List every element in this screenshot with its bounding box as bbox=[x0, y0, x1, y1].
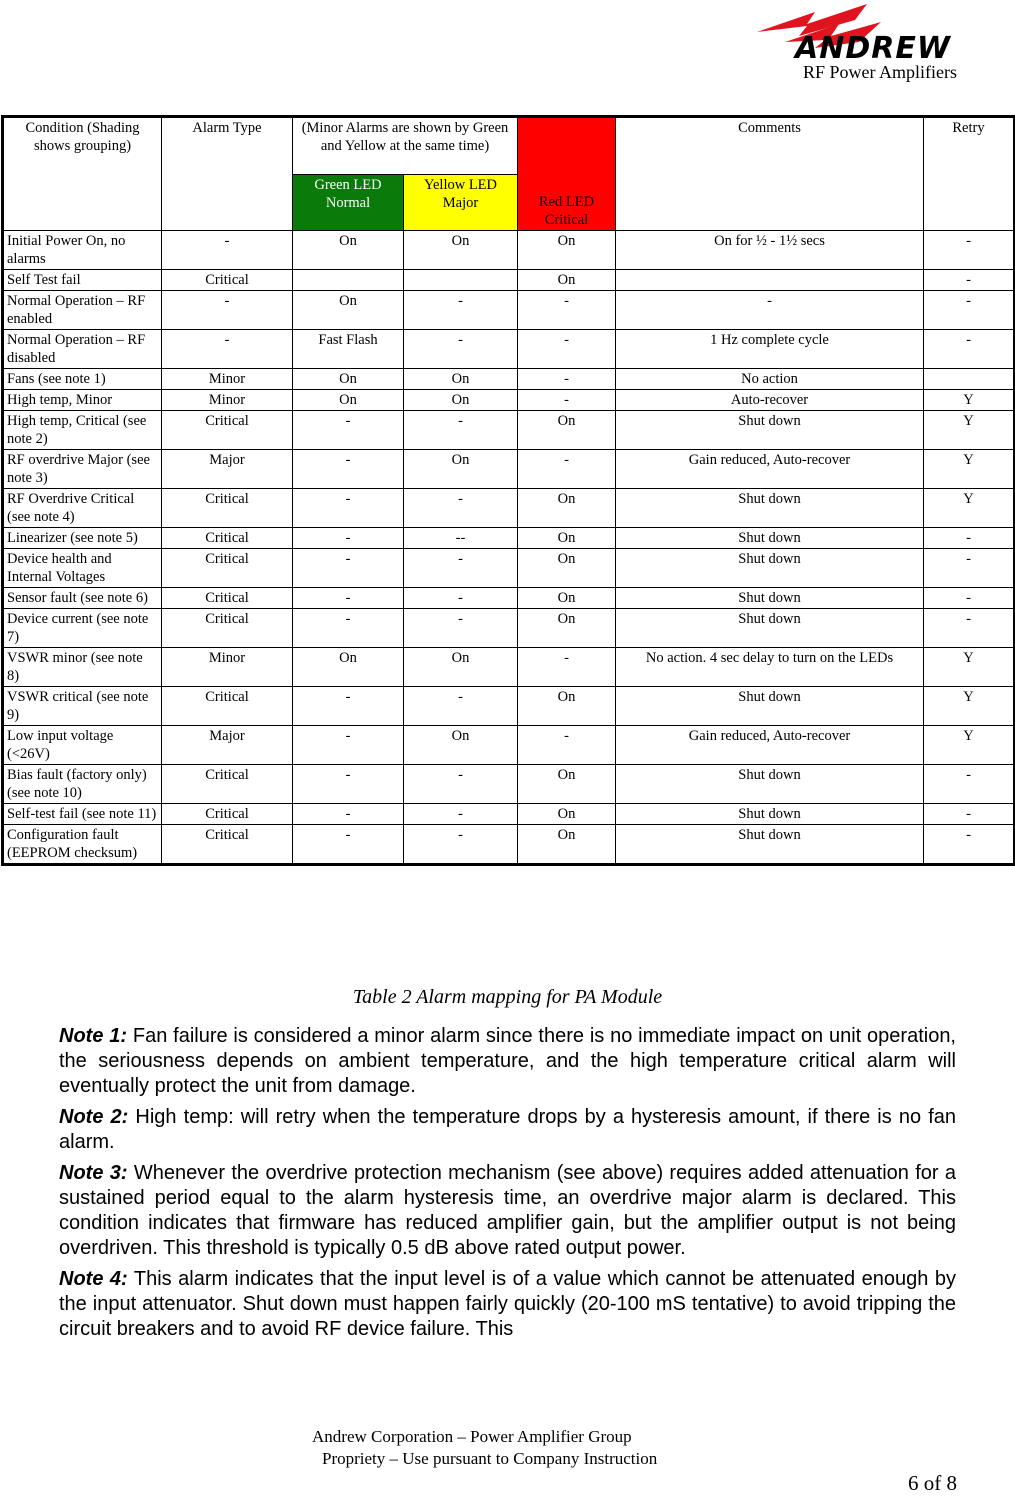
table-cell-condition: Device health and Internal Voltages bbox=[3, 549, 162, 588]
table-cell-green: - bbox=[293, 489, 404, 528]
table-cell-alarm: Critical bbox=[162, 609, 293, 648]
table-row bbox=[3, 291, 1015, 330]
header-condition: Condition (Shading shows grouping) bbox=[3, 117, 162, 231]
table-row bbox=[3, 231, 1015, 270]
table-cell-comments: Shut down bbox=[616, 549, 924, 588]
table-cell-yellow: - bbox=[404, 609, 518, 648]
table-cell-red: - bbox=[518, 369, 616, 390]
table-cell-retry: Y bbox=[924, 411, 1015, 450]
table-cell-condition: Configuration fault (EEPROM checksum) bbox=[3, 825, 162, 865]
table-cell-condition: Normal Operation – RF disabled bbox=[3, 330, 162, 369]
table-cell-red: - bbox=[518, 648, 616, 687]
table-cell-yellow: - bbox=[404, 549, 518, 588]
table-cell-condition: Bias fault (factory only) (see note 10) bbox=[3, 765, 162, 804]
table-cell-alarm: Critical bbox=[162, 804, 293, 825]
table-cell-condition: RF overdrive Major (see note 3) bbox=[3, 450, 162, 489]
table-cell-yellow: On bbox=[404, 231, 518, 270]
table-row bbox=[3, 588, 1015, 609]
table-cell-comments: Shut down bbox=[616, 528, 924, 549]
table-cell-yellow: - bbox=[404, 825, 518, 865]
table-cell-retry: Y bbox=[924, 726, 1015, 765]
table-row bbox=[3, 825, 1015, 865]
table-cell-comments: Gain reduced, Auto-recover bbox=[616, 726, 924, 765]
table-cell-yellow: On bbox=[404, 648, 518, 687]
table-cell-condition: High temp, Critical (see note 2) bbox=[3, 411, 162, 450]
table-cell-comments: Shut down bbox=[616, 804, 924, 825]
table-cell-comments: Shut down bbox=[616, 588, 924, 609]
table-cell-green: On bbox=[293, 369, 404, 390]
logo-text: ANDREW bbox=[795, 31, 951, 64]
table-cell-alarm: Major bbox=[162, 726, 293, 765]
header-retry: Retry bbox=[924, 117, 1015, 231]
header-red-led: Red LED Critical bbox=[518, 117, 616, 231]
table-cell-comments: Shut down bbox=[616, 765, 924, 804]
table-cell-yellow bbox=[404, 270, 518, 291]
table-row bbox=[3, 411, 1015, 450]
table-cell-green: Fast Flash bbox=[293, 330, 404, 369]
table-cell-condition: Self-test fail (see note 11) bbox=[3, 804, 162, 825]
table-cell-retry: Y bbox=[924, 450, 1015, 489]
table-cell-red: On bbox=[518, 549, 616, 588]
table-cell-red: On bbox=[518, 609, 616, 648]
table-row bbox=[3, 330, 1015, 369]
table-cell-alarm: Critical bbox=[162, 687, 293, 726]
table-cell-retry: - bbox=[924, 549, 1015, 588]
table-cell-alarm: Critical bbox=[162, 825, 293, 865]
table-cell-yellow: - bbox=[404, 588, 518, 609]
table-cell-condition: VSWR critical (see note 9) bbox=[3, 687, 162, 726]
table-cell-condition: Linearizer (see note 5) bbox=[3, 528, 162, 549]
table-row bbox=[3, 270, 1015, 291]
table-cell-yellow: - bbox=[404, 411, 518, 450]
table-header-row bbox=[3, 117, 1015, 175]
table-cell-green: - bbox=[293, 588, 404, 609]
table-cell-yellow: - bbox=[404, 687, 518, 726]
table-cell-alarm: Critical bbox=[162, 588, 293, 609]
table-cell-condition: Sensor fault (see note 6) bbox=[3, 588, 162, 609]
table-cell-red: On bbox=[518, 825, 616, 865]
table-cell-comments: Gain reduced, Auto-recover bbox=[616, 450, 924, 489]
table-cell-comments: Shut down bbox=[616, 609, 924, 648]
table-cell-alarm: - bbox=[162, 330, 293, 369]
table-cell-red: On bbox=[518, 411, 616, 450]
note-1: Note 1: Fan failure is considered a minor alarm since there is no immediate impact on unit operation, the seriousness depends on ambient temperature, and the high temperature critical alarm will eventually protect the unit from damage. bbox=[59, 1025, 956, 1097]
table-cell-yellow: On bbox=[404, 726, 518, 765]
table-cell-red: On bbox=[518, 231, 616, 270]
table-cell-retry: - bbox=[924, 330, 1015, 369]
table-row bbox=[3, 609, 1015, 648]
header-comments: Comments bbox=[616, 117, 924, 231]
table-cell-retry: - bbox=[924, 231, 1015, 270]
table-cell-red: On bbox=[518, 765, 616, 804]
table-cell-alarm: Minor bbox=[162, 390, 293, 411]
footer-propriety: Propriety – Use pursuant to Company Instruction bbox=[322, 1449, 658, 1468]
table-cell-alarm: Major bbox=[162, 450, 293, 489]
table-cell-alarm: Critical bbox=[162, 270, 293, 291]
table-cell-comments: Shut down bbox=[616, 825, 924, 865]
table-cell-yellow: - bbox=[404, 291, 518, 330]
table-cell-green: On bbox=[293, 648, 404, 687]
table-cell-condition: VSWR minor (see note 8) bbox=[3, 648, 162, 687]
table-row bbox=[3, 489, 1015, 528]
table-cell-comments: On for ½ - 1½ secs bbox=[616, 231, 924, 270]
table-cell-red: - bbox=[518, 450, 616, 489]
table-cell-yellow: On bbox=[404, 369, 518, 390]
table-cell-green: - bbox=[293, 726, 404, 765]
alarm-mapping-table bbox=[1, 115, 1015, 866]
table-cell-comments: No action. 4 sec delay to turn on the LEDs bbox=[616, 648, 924, 687]
table-cell-condition: Device current (see note 7) bbox=[3, 609, 162, 648]
table-cell-condition: High temp, Minor bbox=[3, 390, 162, 411]
table-cell-retry: - bbox=[924, 825, 1015, 865]
table-cell-red: On bbox=[518, 489, 616, 528]
table-cell-condition: RF Overdrive Critical (see note 4) bbox=[3, 489, 162, 528]
table-cell-yellow: - bbox=[404, 330, 518, 369]
header-led-note: (Minor Alarms are shown by Green and Yellow at the same time) bbox=[293, 117, 518, 175]
table-cell-red: On bbox=[518, 687, 616, 726]
table-cell-condition: Self Test fail bbox=[3, 270, 162, 291]
table-cell-yellow: On bbox=[404, 450, 518, 489]
table-cell-red: On bbox=[518, 528, 616, 549]
table-row bbox=[3, 549, 1015, 588]
table-cell-red: On bbox=[518, 804, 616, 825]
table-row bbox=[3, 450, 1015, 489]
table-cell-comments: Shut down bbox=[616, 489, 924, 528]
table-cell-retry: - bbox=[924, 609, 1015, 648]
table-cell-comments: Shut down bbox=[616, 411, 924, 450]
table-cell-condition: Fans (see note 1) bbox=[3, 369, 162, 390]
table-cell-retry: Y bbox=[924, 489, 1015, 528]
table-cell-condition: Normal Operation – RF enabled bbox=[3, 291, 162, 330]
table-cell-retry: Y bbox=[924, 648, 1015, 687]
table-cell-green: - bbox=[293, 825, 404, 865]
table-row bbox=[3, 726, 1015, 765]
table-cell-alarm: Minor bbox=[162, 648, 293, 687]
table-cell-green: On bbox=[293, 390, 404, 411]
table-cell-comments: Auto-recover bbox=[616, 390, 924, 411]
note-3: Note 3: Whenever the overdrive protection mechanism (see above) requires added attenuation for a sustained period equal to the alarm hysteresis time, an overdrive major alarm is declared. This condition indicates that firmware has reduced amplifier gain, but the amplifier output is not being overdriven. This threshold is typically 0.5 dB above rated output power. bbox=[59, 1162, 956, 1259]
table-cell-red: On bbox=[518, 588, 616, 609]
table-cell-condition: Low input voltage (<26V) bbox=[3, 726, 162, 765]
table-cell-yellow: - bbox=[404, 489, 518, 528]
table-cell-retry: Y bbox=[924, 390, 1015, 411]
table-cell-retry: - bbox=[924, 528, 1015, 549]
table-cell-comments bbox=[616, 270, 924, 291]
table-cell-green: - bbox=[293, 687, 404, 726]
table-cell-green bbox=[293, 270, 404, 291]
note-4: Note 4: This alarm indicates that the input level is of a value which cannot be attenuated enough by the input attenuator. Shut down must happen fairly quickly (20-100 mS tentative) to avoid tripping the circuit breakers and to avoid RF device failure. This bbox=[59, 1268, 956, 1340]
table-cell-green: - bbox=[293, 528, 404, 549]
table-cell-retry: - bbox=[924, 588, 1015, 609]
table-cell-comments: No action bbox=[616, 369, 924, 390]
table-cell-alarm: Critical bbox=[162, 765, 293, 804]
table-cell-green: - bbox=[293, 609, 404, 648]
table-cell-alarm: - bbox=[162, 231, 293, 270]
table-cell-yellow: - bbox=[404, 804, 518, 825]
table-cell-green: - bbox=[293, 804, 404, 825]
header-alarm-type: Alarm Type bbox=[162, 117, 293, 231]
table-cell-red: On bbox=[518, 270, 616, 291]
table-cell-yellow: - bbox=[404, 765, 518, 804]
table-cell-alarm: - bbox=[162, 291, 293, 330]
footer-company: Andrew Corporation – Power Amplifier Group bbox=[312, 1427, 632, 1446]
andrew-logo bbox=[755, 2, 960, 64]
table-cell-comments: Shut down bbox=[616, 687, 924, 726]
table-row bbox=[3, 528, 1015, 549]
table-cell-comments: - bbox=[616, 291, 924, 330]
table-row bbox=[3, 369, 1015, 390]
table-cell-yellow: On bbox=[404, 390, 518, 411]
note-2: Note 2: High temp: will retry when the temperature drops by a hysteresis amount, if there is no fan alarm. bbox=[59, 1106, 956, 1153]
table-row bbox=[3, 804, 1015, 825]
table-cell-condition: Initial Power On, no alarms bbox=[3, 231, 162, 270]
header-green-led: Green LED Normal bbox=[293, 175, 404, 231]
table-cell-red: - bbox=[518, 330, 616, 369]
table-row bbox=[3, 765, 1015, 804]
table-caption: Table 2 Alarm mapping for PA Module bbox=[352, 986, 663, 1008]
table-cell-retry bbox=[924, 369, 1015, 390]
table-cell-retry: - bbox=[924, 270, 1015, 291]
table-cell-comments: 1 Hz complete cycle bbox=[616, 330, 924, 369]
table-row bbox=[3, 687, 1015, 726]
table-cell-green: - bbox=[293, 411, 404, 450]
table-cell-green: On bbox=[293, 231, 404, 270]
header-subtitle: RF Power Amplifiers bbox=[802, 62, 957, 82]
notes-section bbox=[59, 1024, 956, 1348]
table-cell-red: - bbox=[518, 390, 616, 411]
table-cell-alarm: Critical bbox=[162, 411, 293, 450]
table-cell-retry: - bbox=[924, 765, 1015, 804]
table-cell-alarm: Critical bbox=[162, 528, 293, 549]
table-cell-red: - bbox=[518, 291, 616, 330]
table-cell-retry: - bbox=[924, 291, 1015, 330]
table-cell-retry: - bbox=[924, 804, 1015, 825]
table-cell-red: - bbox=[518, 726, 616, 765]
table-cell-retry: Y bbox=[924, 687, 1015, 726]
table-cell-green: - bbox=[293, 450, 404, 489]
table-cell-green: On bbox=[293, 291, 404, 330]
table-cell-alarm: Critical bbox=[162, 549, 293, 588]
header-yellow-led: Yellow LED Major bbox=[404, 175, 518, 231]
table-cell-green: - bbox=[293, 765, 404, 804]
table-cell-alarm: Minor bbox=[162, 369, 293, 390]
table-row bbox=[3, 648, 1015, 687]
table-cell-yellow: -- bbox=[404, 528, 518, 549]
table-cell-alarm: Critical bbox=[162, 489, 293, 528]
table-row bbox=[3, 390, 1015, 411]
page-number: 6 of 8 bbox=[908, 1471, 957, 1495]
table-cell-green: - bbox=[293, 549, 404, 588]
